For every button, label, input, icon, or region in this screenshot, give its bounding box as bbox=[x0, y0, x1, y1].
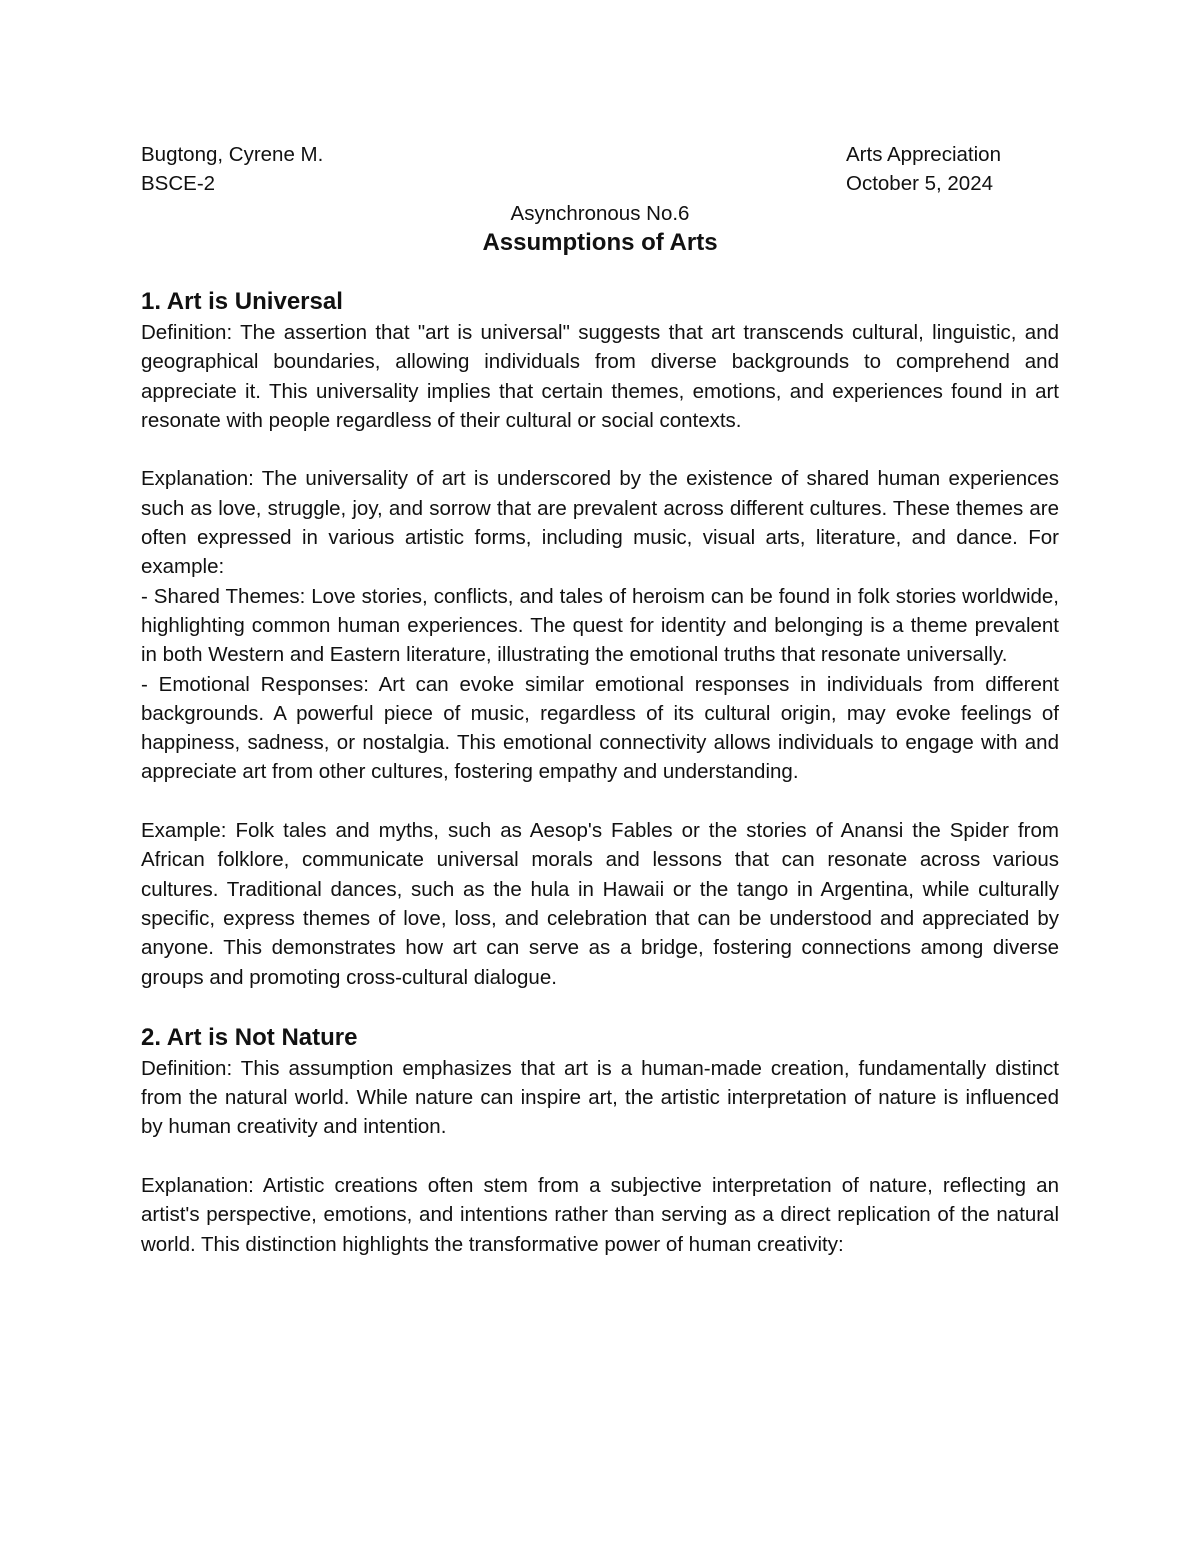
explanation-paragraph: Explanation: The universality of art is underscored by the existence of shared human experiences such as love, struggle, joy, and sorrow that are prevalent across different cultures. These themes are often expressed in various artistic forms, including music, visual arts, literature, and dance. For example: bbox=[141, 467, 1059, 579]
student-section: BSCE-2 bbox=[141, 172, 216, 195]
course-name: Arts Appreciation bbox=[846, 143, 1001, 166]
submission-date: October 5, 2024 bbox=[846, 172, 994, 195]
document-subtitle: Asynchronous No.6 bbox=[510, 202, 690, 225]
section-heading-not-nature: 2. Art is Not Nature bbox=[141, 1023, 358, 1051]
example-paragraph: Example: Folk tales and myths, such as Aesop's Fables or the stories of Anansi the Spider from African folklore, communicate universal morals and lessons that can resonate across various cultures. Traditional dances, such as the hula in Hawaii or the tango in Argentina, while culturally specific, express themes of love, loss, and celebration that can be understood and appreciated by anyone. This demonstrates how art can serve as a bridge, fostering connections among diverse groups and promoting cross-cultural dialogue. bbox=[141, 819, 1059, 989]
bullet-emotional-responses: - Emotional Responses: Art can evoke similar emotional responses in individuals from different backgrounds. A powerful piece of music, regardless of its cultural origin, may evoke feelings of happiness, sadness, or nostalgia. This emotional connectivity allows individuals to engage with and appreciate art from other cultures, fostering empathy and understanding. bbox=[141, 672, 1059, 784]
header-row-1 bbox=[141, 140, 1059, 169]
student-name: Bugtong, Cyrene M. bbox=[141, 143, 324, 166]
header-row-2 bbox=[141, 169, 1059, 198]
document-title: Assumptions of Arts bbox=[482, 229, 718, 256]
explanation-paragraph: Explanation: Artistic creations often stem from a subjective interpretation of nature, reflecting an artist's perspective, emotions, and intentions rather than serving as a direct replication of the natural world. This distinction highlights the transformative power of human creativity: bbox=[141, 1174, 1059, 1256]
definition-paragraph: Definition: The assertion that "art is universal" suggests that art transcends cultural, linguistic, and geographical boundaries, allowing individuals from diverse backgrounds to comprehend and appreciate it. This universality implies that certain themes, emotions, and experiences found in art resonate with people regardless of their cultural or social contexts. bbox=[141, 321, 1059, 432]
bullet-shared-themes: - Shared Themes: Love stories, conflicts, and tales of heroism can be found in folk stories worldwide, highlighting common human experiences. The quest for identity and belonging is a theme prevalent in both Western and Eastern literature, illustrating the emotional truths that resonate universally. bbox=[141, 584, 1059, 667]
section-heading-universal: 1. Art is Universal bbox=[141, 288, 343, 315]
document-page bbox=[141, 140, 1059, 1259]
definition-paragraph: Definition: This assumption emphasizes that art is a human-made creation, fundamentally distinct from the natural world. While nature can inspire art, the artistic interpretation of nature is influenced by human creativity and intention. bbox=[141, 1056, 1059, 1139]
